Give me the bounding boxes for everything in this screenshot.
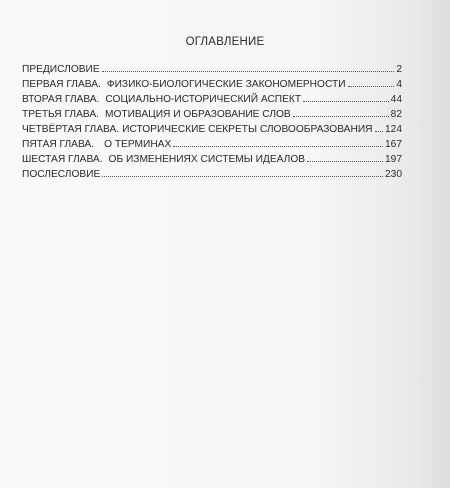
toc-chapter-label: ТРЕТЬЯ ГЛАВА. bbox=[22, 109, 99, 120]
dot-leader bbox=[102, 71, 395, 72]
toc-chapter-label: ПЯТАЯ ГЛАВА. bbox=[22, 139, 95, 150]
toc-page-number: 167 bbox=[385, 139, 402, 150]
toc-page-number: 230 bbox=[385, 169, 402, 180]
toc-chapter-label: ПОСЛЕСЛОВИЕ bbox=[22, 169, 101, 180]
toc-chapter-label: ШЕСТАЯ ГЛАВА. bbox=[22, 154, 103, 165]
toc-page-number: 124 bbox=[385, 124, 402, 135]
dot-leader bbox=[303, 101, 389, 102]
dot-leader bbox=[307, 161, 383, 162]
toc-topic-label: О ТЕРМИНАХ bbox=[104, 139, 172, 150]
table-of-contents bbox=[22, 62, 402, 182]
toc-entry-chapter-3 bbox=[22, 107, 402, 122]
dot-leader bbox=[173, 146, 383, 147]
toc-chapter-label: ПРЕДИСЛОВИЕ bbox=[22, 64, 100, 75]
toc-entry-chapter-2 bbox=[22, 92, 402, 107]
toc-page-number: 197 bbox=[385, 154, 402, 165]
toc-topic-label: ФИЗИКО-БИОЛОГИЧЕСКИЕ ЗАКОНОМЕРНОСТИ bbox=[106, 79, 346, 90]
toc-entry-afterword bbox=[22, 167, 402, 182]
toc-entry-chapter-1 bbox=[22, 77, 402, 92]
toc-title: ОГЛАВЛЕНИЕ bbox=[185, 36, 265, 48]
toc-topic-label: МОТИВАЦИЯ И ОБРАЗОВАНИЕ СЛОВ bbox=[104, 109, 291, 120]
toc-chapter-label: ПЕРВАЯ ГЛАВА. bbox=[22, 79, 101, 90]
toc-topic-label: ИСТОРИЧЕСКИЕ СЕКРЕТЫ СЛОВООБРАЗОВАНИЯ bbox=[122, 124, 373, 135]
toc-page-number: 82 bbox=[390, 109, 402, 120]
dot-leader bbox=[375, 131, 383, 132]
dot-leader bbox=[348, 86, 395, 87]
toc-chapter-label: ЧЕТВЁРТАЯ ГЛАВА. bbox=[22, 124, 120, 135]
toc-topic-label: ОБ ИЗМЕНЕНИЯХ СИСТЕМЫ ИДЕАЛОВ bbox=[108, 154, 306, 165]
toc-entry-chapter-4 bbox=[22, 122, 402, 137]
toc-entry-preface bbox=[22, 62, 402, 77]
toc-entry-chapter-5 bbox=[22, 137, 402, 152]
dot-leader bbox=[293, 116, 389, 117]
toc-chapter-label: ВТОРАЯ ГЛАВА. bbox=[22, 94, 100, 105]
toc-page-number: 44 bbox=[390, 94, 402, 105]
toc-page-number: 4 bbox=[396, 79, 402, 90]
toc-page-number: 2 bbox=[396, 64, 402, 75]
toc-topic-label: СОЦИАЛЬНО-ИСТОРИЧЕСКИЙ АСПЕКТ bbox=[105, 94, 302, 105]
toc-entry-chapter-6 bbox=[22, 152, 402, 167]
dot-leader bbox=[102, 176, 383, 177]
